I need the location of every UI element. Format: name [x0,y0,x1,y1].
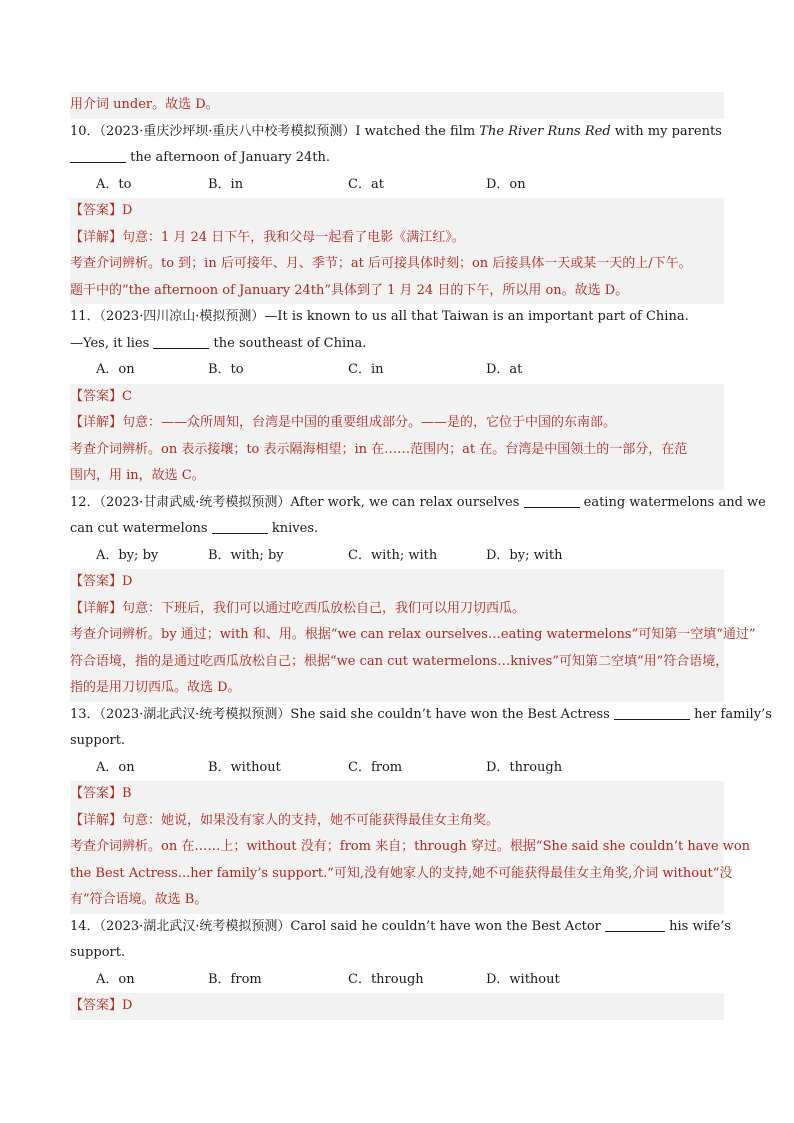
question-stem: with my parents [610,123,722,139]
option-c: C．in [348,362,384,377]
answer-blank [70,148,126,163]
intro-line [70,92,724,119]
option-a: A．by; by [96,547,159,563]
question-13-detail-3 [70,861,733,888]
option-b: B．from [208,971,262,987]
option-d: D．by; with [486,547,563,563]
question-13-detail-2 [70,834,751,861]
question-12-options [70,543,724,570]
detail-text: 有”符合语境。故选 B。 [70,892,208,907]
detail-text: 指的是用刀切西瓜。故选 D。 [70,680,241,695]
question-14-stem-line-1 [70,914,732,941]
question-stem: Carol said he couldn’t have won the Best Actor [290,918,606,934]
question-11-options [70,357,724,384]
question-12-detail-2 [70,622,756,649]
answer-blank [212,519,268,534]
question-stem: —Yes, it lies [70,335,154,351]
question-13-detail-4 [70,887,724,914]
question-stem: the southeast of China. [209,335,367,351]
detail-label: 【详解】 [70,600,123,616]
answer-value: C [122,388,132,404]
question-11-detail-3 [70,463,724,490]
question-source: （2023·湖北武汉·统考模拟预测） [99,918,291,934]
question-13-answer [70,781,724,808]
question-source: （2023·四川凉山·模拟预测） [99,309,265,324]
question-12-detail-1 [70,596,724,623]
option-d: D．on [486,176,526,192]
question-stem: support. [70,945,126,960]
question-14-stem-line-2 [70,940,724,967]
question-11-stem-line-2 [70,331,724,358]
option-a: A．on [96,759,135,775]
question-number: 14． [70,918,100,934]
question-12-detail-4 [70,675,724,702]
answer-label: 【答案】 [70,203,123,218]
question-stem: knives. [267,521,319,536]
question-10-options [70,172,724,199]
question-source: （2023·重庆沙坪坝·重庆八中校考模拟预测） [99,123,356,139]
detail-text: 围内，用 in，故选 C。 [70,468,205,483]
detail-text: 句意：1 月 24 日下午，我和父母一起看了电影《满江红》。 [122,229,465,245]
question-10-answer [70,198,724,225]
option-b: B．in [208,176,244,192]
question-stem: her family’s [689,706,772,722]
answer-blank [524,493,580,508]
option-d: D．without [486,971,560,987]
question-12-detail-3 [70,649,729,676]
detail-text: 考查介词辨析。on 在……上；without 没有；from 来自；through 穿过。根据“She said she couldn’t have won [70,839,751,854]
answer-label: 【答案】 [70,998,123,1013]
document-content [70,92,772,1020]
option-c: C．from [348,759,403,775]
detail-text: 考查介词辨析。by 通过；with 和、用。根据“we can relax ourselves…eating watermelons”可知第一空填“通过” [70,627,756,642]
detail-label: 【详解】 [70,812,123,828]
option-b: B．with; by [208,547,284,563]
option-c: C．through [348,971,424,987]
option-b: B．without [208,759,281,775]
answer-value: D [122,574,133,589]
option-a: A．on [96,362,135,377]
question-stem: support. [70,733,126,748]
question-10-detail-1 [70,225,724,252]
question-stem: eating watermelons and we [579,494,766,510]
question-11-stem-line-1 [70,304,724,331]
question-stem: the afternoon of January 24th. [126,150,330,165]
option-c: C．with; with [348,547,438,563]
answer-value: B [122,786,132,801]
question-13-detail-1 [70,808,724,835]
option-a: A．to [96,176,132,192]
answer-label: 【答案】 [70,388,123,404]
question-number: 13． [70,706,100,722]
answer-blank [153,334,209,349]
detail-text: the Best Actress...her family’s support.”可知,没有她家人的支持,她不可能获得最佳女主角奖,介词 without“没 [70,865,733,881]
question-10-stem-line-2 [70,145,724,172]
answer-label: 【答案】 [70,786,123,801]
option-b: B．to [208,362,244,377]
question-source: （2023·甘肃武威·统考模拟预测） [99,494,291,510]
detail-text: 考查介词辨析。to 到；in 后可接年、月、季节；at 后可接具体时刻；on 后接具体一天或某一天的上/下午。 [70,256,692,271]
detail-text: 考查介词辨析。on 表示接壤；to 表示隔海相望；in 在……范围内；at 在。台湾是中国领土的一部分，在范 [70,441,688,457]
question-10-detail-3 [70,278,724,305]
question-stem: can cut watermelons [70,521,212,536]
question-12-answer [70,569,724,596]
film-title: The River Runs Red [479,123,611,139]
option-d: D．through [486,759,563,775]
answer-value: D [122,998,133,1013]
question-stem: She said she couldn’t have won the Best Actress [290,706,614,722]
option-a: A．on [96,971,135,987]
detail-text: 句意：她说，如果没有家人的支持，她不可能获得最佳女主角奖。 [122,812,500,828]
question-11-detail-1 [70,410,724,437]
detail-text: 句意：——众所周知，台湾是中国的重要组成部分。——是的，它位于中国的东南部。 [122,415,617,430]
question-12-stem-line-1 [70,490,766,517]
detail-text: 题干中的“the afternoon of January 24th”具体到了 1 月 24 日的下午，所以用 on。故选 D。 [70,282,629,298]
question-10-detail-2 [70,251,724,278]
question-11-detail-2 [70,437,724,464]
question-number: 10． [70,123,100,139]
question-stem: After work, we can relax ourselves [290,494,524,510]
detail-label: 【详解】 [70,229,123,245]
question-14-options [70,967,724,994]
question-13-stem-line-2 [70,728,724,755]
detail-text: 句意：下班后，我们可以通过吃西瓜放松自己，我们可以用刀切西瓜。 [122,600,526,616]
answer-blank [605,917,665,932]
question-11-answer [70,384,724,411]
intro-text: 用介词 under。故选 D。 [70,97,219,112]
question-stem: I watched the film [355,123,480,139]
question-14-answer [70,993,724,1020]
question-number: 12． [70,494,100,510]
detail-text: 符合语境，指的是通过吃西瓜放松自己；根据“we can cut watermelons…knives”可知第二空填“用”符合语境， [70,653,729,669]
option-d: D．at [486,362,523,377]
answer-label: 【答案】 [70,574,123,589]
question-source: （2023·湖北武汉·统考模拟预测） [99,706,291,722]
answer-value: D [122,203,133,218]
question-13-options [70,755,724,782]
question-12-stem-line-2 [70,516,724,543]
question-number: 11． [70,309,100,324]
question-stem: —It is known to us all that Taiwan is an important part of China. [264,309,689,324]
question-stem: his wife’s [665,918,732,934]
question-13-stem-line-1 [70,702,772,729]
question-10-stem-line-1 [70,119,724,146]
detail-label: 【详解】 [70,415,123,430]
answer-blank [614,705,690,720]
option-c: C．at [348,176,384,192]
